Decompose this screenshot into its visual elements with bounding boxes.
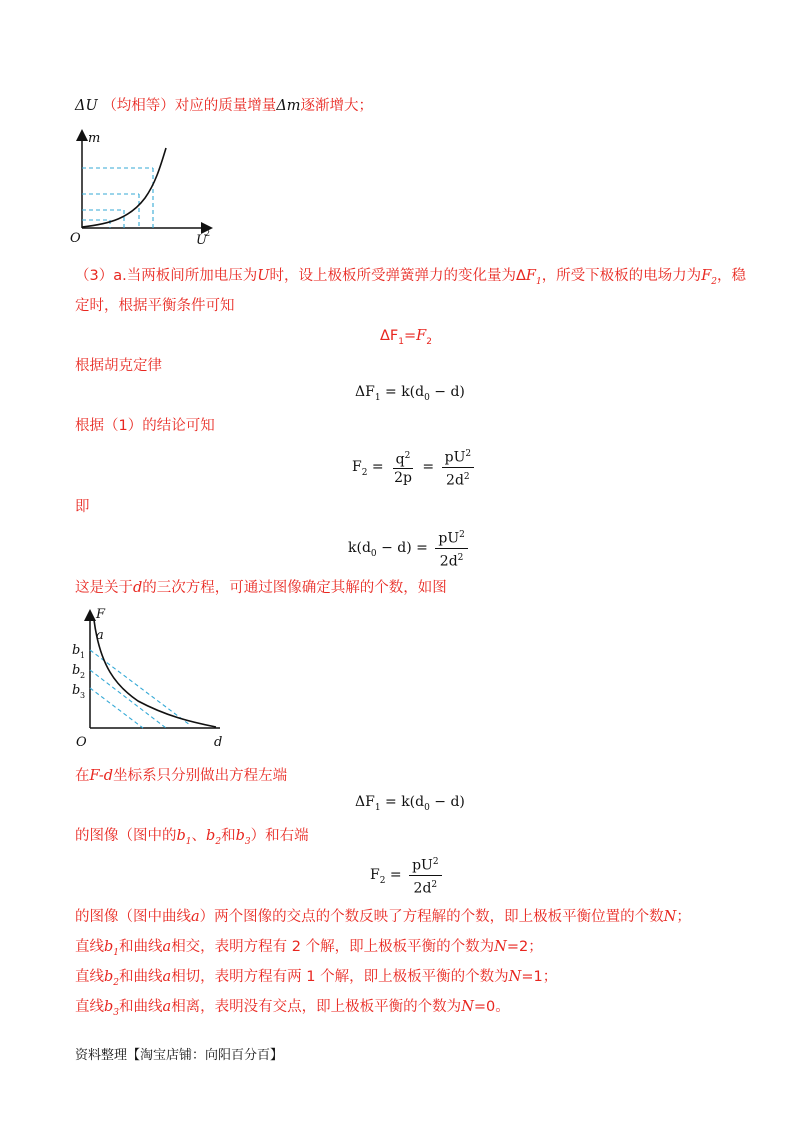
m-u2-graph bbox=[60, 126, 230, 250]
ib-b3-sub: 3 bbox=[244, 836, 251, 847]
c3-c: 和曲线 bbox=[119, 999, 163, 1015]
ca-b: ）两个图像的交点的个数反映了方程解的个数，即上极板平衡位置的个数 bbox=[199, 909, 664, 925]
equation-hooke-2 bbox=[355, 794, 465, 813]
intro-text-a: （均相等）对应的质量增量 bbox=[102, 98, 277, 114]
eqf2b-n: pU bbox=[412, 857, 433, 874]
eqf2-d2: 2d bbox=[446, 472, 464, 489]
para3-line1 bbox=[75, 266, 746, 292]
label-conclusion: 根据（1）的结论可知 bbox=[75, 418, 215, 434]
eqh2-text: ΔF bbox=[355, 794, 375, 810]
p3-c: ，所受下极板的电场力为 bbox=[541, 268, 702, 284]
p3-a: （3）a.当两板间所加电压为 bbox=[75, 268, 258, 284]
c1-a: 直线 bbox=[75, 939, 104, 955]
eqf2-n1-sup: 2 bbox=[404, 450, 411, 461]
ca-ca: a bbox=[191, 909, 200, 925]
p3-u: U bbox=[257, 268, 270, 284]
eqk-lhs: k(d bbox=[348, 540, 371, 557]
eqf2b-n-sup: 2 bbox=[432, 857, 439, 867]
eqh2-end: − d) bbox=[429, 794, 465, 810]
b2-sub: 2 bbox=[80, 671, 86, 680]
delta-m-symbol: Δm bbox=[276, 98, 301, 114]
frac-pu2-2d2 bbox=[442, 446, 475, 488]
eqb-rhs: F bbox=[416, 328, 427, 344]
c3-ca: a bbox=[162, 999, 172, 1015]
ca-n: N bbox=[663, 909, 677, 925]
eqh2-sub: 1 bbox=[374, 802, 381, 813]
eqh-end: − d) bbox=[429, 384, 465, 400]
c2-c: 和曲线 bbox=[119, 969, 163, 985]
c2-ca: a bbox=[162, 969, 172, 985]
p3-d: ，稳 bbox=[716, 268, 746, 284]
fd-fd: F-d bbox=[89, 768, 114, 784]
intro-text-b: 逐渐增大； bbox=[300, 98, 374, 114]
eqb-mid: = bbox=[404, 328, 417, 344]
b2-label: b bbox=[72, 663, 81, 678]
c3-b: b bbox=[104, 999, 114, 1015]
eqf2-n2: pU bbox=[444, 449, 466, 466]
eqf2-eq: = bbox=[371, 459, 384, 476]
eqh-sub: 1 bbox=[374, 392, 381, 403]
c1-n: N bbox=[494, 939, 507, 955]
c3-b-sub: 3 bbox=[113, 1007, 120, 1018]
c3-d: 相离，表明没有交点，即上极板平衡的个数为 bbox=[171, 999, 462, 1015]
b1-label: b bbox=[72, 643, 81, 658]
p3-f1-sub: 1 bbox=[535, 276, 542, 287]
origin-label: O bbox=[70, 231, 81, 246]
c2-b-sub: 2 bbox=[113, 977, 120, 988]
p3-f2-sub: 2 bbox=[711, 276, 717, 287]
ca-a: 的图像（图中曲线 bbox=[75, 909, 191, 925]
eqf2-d1: 2p bbox=[394, 470, 412, 487]
ib-b1-sub: 1 bbox=[185, 836, 192, 847]
ib-b2-sub: 2 bbox=[215, 836, 222, 847]
footer-credit: 资料整理【淘宝店铺：向阳百分百】 bbox=[75, 1048, 284, 1063]
c1-d: 相交，表明方程有 2 个解，即上极板平衡的个数为 bbox=[171, 939, 495, 955]
eqk-lhs-end: − d) = bbox=[376, 540, 428, 557]
eqh2-sub0: 0 bbox=[424, 802, 430, 813]
fd-a: 在 bbox=[75, 768, 90, 784]
frac-f2b bbox=[409, 854, 442, 896]
c1-b-sub: 1 bbox=[113, 947, 120, 958]
ib-sep1: 、 bbox=[191, 828, 207, 844]
eqh2-rest: = k(d bbox=[380, 794, 425, 810]
eqk-n-sup: 2 bbox=[459, 530, 465, 540]
origin2-label: O bbox=[76, 735, 87, 750]
b2-line bbox=[90, 670, 166, 728]
frac-k bbox=[435, 527, 468, 569]
u-label: U bbox=[196, 233, 207, 248]
case3-line bbox=[75, 997, 510, 1023]
c1-b: b bbox=[104, 939, 114, 955]
eqf2b-d-sup: 2 bbox=[431, 879, 438, 890]
ib-b2: b bbox=[206, 828, 216, 844]
cubic-b: 的三次方程，可通过图像确定其解的个数，如图 bbox=[142, 580, 447, 596]
equation-k bbox=[348, 527, 471, 569]
eqb-rhs-sub: 2 bbox=[426, 336, 432, 347]
f-d-graph bbox=[66, 606, 236, 752]
m-curve bbox=[82, 148, 166, 227]
eqk-d-sup: 2 bbox=[457, 552, 464, 563]
d-label: d bbox=[214, 735, 223, 750]
ib-b1: b bbox=[176, 828, 186, 844]
c1-c: 和曲线 bbox=[119, 939, 163, 955]
eqf2-n1: q bbox=[395, 451, 405, 468]
equation-f2 bbox=[352, 446, 477, 488]
f-label: F bbox=[96, 607, 106, 622]
b1-sub: 1 bbox=[80, 651, 86, 660]
curve-a-line bbox=[75, 907, 691, 927]
eqf2b-eq: = bbox=[389, 867, 402, 884]
intro-line bbox=[75, 96, 373, 116]
p3-f2: F bbox=[701, 268, 712, 284]
fd-line bbox=[75, 766, 287, 786]
ib-and: 和 bbox=[221, 828, 236, 844]
eqb-lhs: ΔF bbox=[380, 328, 399, 344]
b3-sub: 3 bbox=[80, 691, 86, 700]
label-ji: 即 bbox=[75, 499, 90, 515]
eqh-text: ΔF bbox=[355, 384, 375, 400]
c2-a: 直线 bbox=[75, 969, 104, 985]
c2-e: =1； bbox=[521, 969, 558, 985]
c2-n: N bbox=[508, 969, 522, 985]
b3-label: b bbox=[72, 683, 81, 698]
cubic-d: d bbox=[133, 580, 143, 596]
fd-b: 坐标系只分别做出方程左端 bbox=[113, 768, 288, 784]
c3-e: =0。 bbox=[473, 999, 510, 1015]
c3-n: N bbox=[461, 999, 474, 1015]
ib-a: 的图像（图中的 bbox=[75, 828, 177, 844]
case2-line bbox=[75, 967, 557, 993]
c1-ca: a bbox=[162, 939, 172, 955]
eqf2-d2-sup: 2 bbox=[463, 471, 470, 482]
eqf2-eq2: = bbox=[422, 459, 435, 476]
m-label: m bbox=[88, 131, 101, 146]
eqf2b-d: 2d bbox=[413, 880, 432, 897]
eqh-sub0: 0 bbox=[424, 392, 430, 403]
equation-balance bbox=[380, 326, 432, 352]
frac-q2-2p bbox=[391, 448, 415, 487]
b3-line bbox=[90, 688, 143, 728]
eqk-lhs-sub: 0 bbox=[370, 548, 377, 559]
eqf2-lhs-sub: 2 bbox=[361, 467, 368, 478]
ca-c: ； bbox=[676, 909, 691, 925]
image-b-line bbox=[75, 826, 309, 852]
curve-a-label: a bbox=[96, 628, 104, 643]
equation-hooke bbox=[355, 384, 465, 403]
eqf2b-lhs-sub: 2 bbox=[379, 875, 386, 886]
cubic-line bbox=[75, 578, 447, 598]
eqh-rest: = k(d bbox=[380, 384, 425, 400]
label-hooke: 根据胡克定律 bbox=[75, 358, 162, 374]
u-label-sup: 2 bbox=[205, 229, 211, 238]
c1-e: =2； bbox=[506, 939, 543, 955]
eqf2b-lhs: F bbox=[370, 867, 380, 884]
p3-b: 时，设上极板所受弹簧弹力的变化量为Δ bbox=[269, 268, 526, 284]
eqf2-n2-sup: 2 bbox=[465, 449, 472, 459]
para3-line2: 定时，根据平衡条件可知 bbox=[75, 298, 235, 314]
curve-a bbox=[94, 620, 216, 727]
eqb-lhs-sub: 1 bbox=[398, 336, 404, 347]
equation-f2-b bbox=[370, 854, 445, 896]
eqk-d: 2d bbox=[439, 553, 458, 570]
delta-u-symbol: ΔU bbox=[75, 98, 98, 114]
c2-d: 相切，表明方程有两 1 个解，即上极板平衡的个数为 bbox=[171, 969, 509, 985]
c3-a: 直线 bbox=[75, 999, 104, 1015]
eqk-n: pU bbox=[438, 530, 460, 547]
case1-line bbox=[75, 937, 543, 963]
ib-b3: b bbox=[235, 828, 245, 844]
eqf2-lhs: F bbox=[352, 459, 362, 476]
ib-c: ）和右端 bbox=[250, 828, 309, 844]
c2-b: b bbox=[104, 969, 114, 985]
cubic-a: 这是关于 bbox=[75, 580, 133, 596]
p3-f1: F bbox=[525, 268, 536, 284]
